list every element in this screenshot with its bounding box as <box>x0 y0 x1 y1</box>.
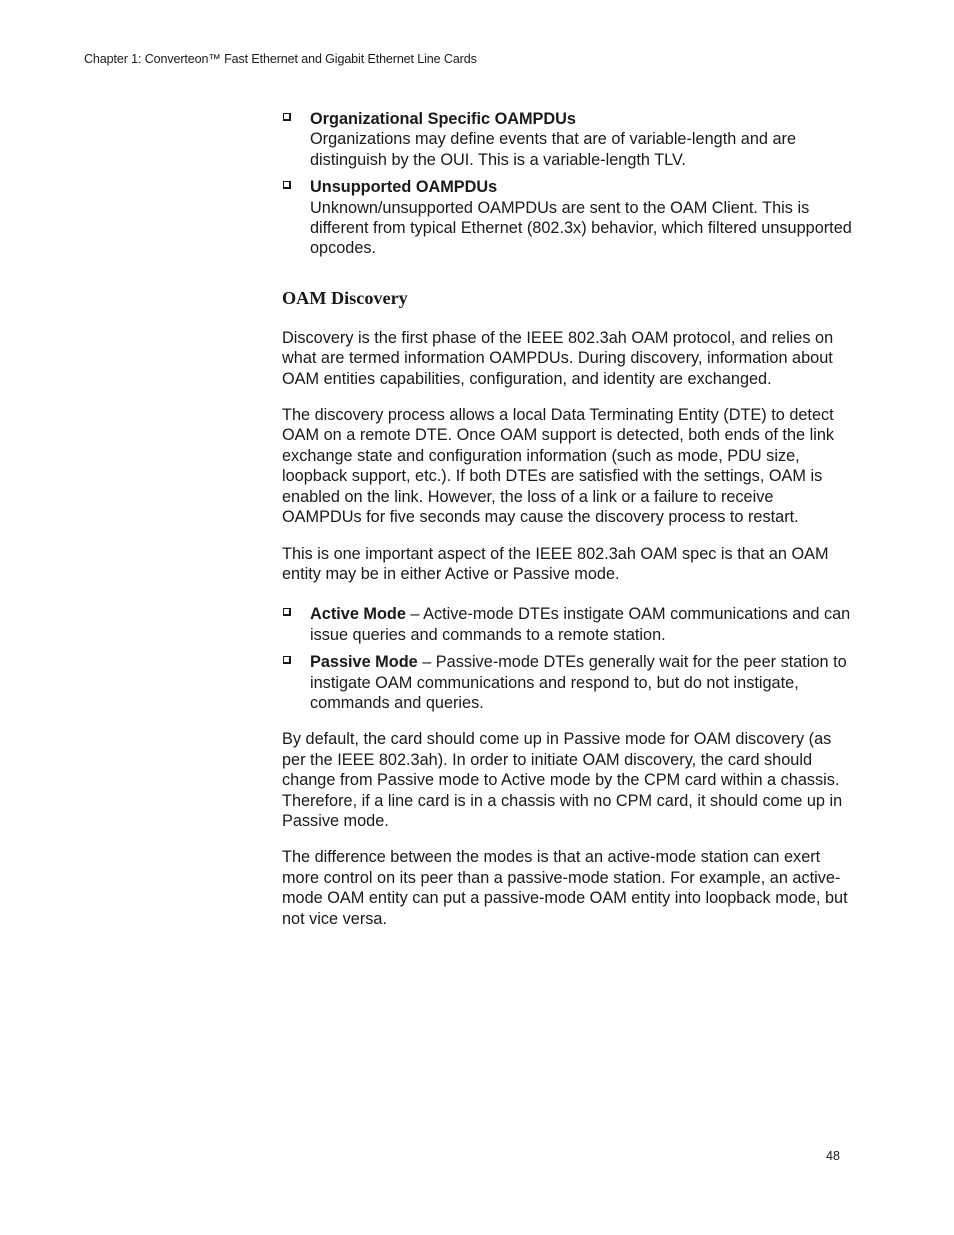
paragraph-default-mode: By default, the card should come up in Passive mode for OAM discovery (as per the IEEE 802.3ah). In order to initiate OAM discovery, the card should change from Passive mode to Active mode by the CPM card within a chassis. Therefore, if a line card is in a chassis with no CPM card, it should come up in Passive mode. <box>282 730 843 830</box>
checkbox-bullet-icon <box>283 608 291 616</box>
paragraph-discovery-process: The discovery process allows a local Data Terminating Entity (DTE) to detect OAM on a remote DTE. Once OAM support is detected, both ends of the link exchange state and configuration information (such as mode, PDU size, loopback support, etc.). If both DTEs are satisfied with the settings, OAM is enabled on the link. However, the loss of a link or a failure to receive OAMPDUs for five seconds may cause the discovery process to restart. <box>282 406 835 527</box>
mode-term: Passive Mode <box>310 653 418 672</box>
list-item-unsupported-oampdus <box>282 177 857 259</box>
checkbox-bullet-icon <box>283 656 291 664</box>
list-item-title: Unsupported OAMPDUs <box>310 178 498 197</box>
list-item-active-mode <box>282 604 857 645</box>
page-number: 48 <box>826 1149 840 1163</box>
paragraph-mode-difference: The difference between the modes is that an active-mode station can exert more control on its peer than a passive-mode station. For example, an active-mode OAM entity can put a passive-mode OAM entity into loopback mode, but not vice versa. <box>282 848 848 928</box>
paragraph-modes-intro: This is one important aspect of the IEEE 802.3ah OAM spec is that an OAM entity may be in either Active or Passive mode. <box>282 544 829 583</box>
list-item-text: Unknown/unsupported OAMPDUs are sent to the OAM Client. This is different from typical Ethernet (802.3x) behavior, which filtered unsupported opcodes. <box>310 198 852 258</box>
list-item-passive-mode <box>282 652 857 713</box>
mode-description: – Active-mode DTEs instigate OAM communications and can issue queries and commands to a remote station. <box>310 605 851 644</box>
mode-term: Active Mode <box>310 605 406 624</box>
paragraph-discovery-intro: Discovery is the first phase of the IEEE 802.3ah OAM protocol, and relies on what are termed information OAMPDUs. During discovery, information about OAM entities capabilities, configuration, and identity are exchanged. <box>282 328 834 388</box>
list-item-title: Organizational Specific OAMPDUs <box>310 110 576 128</box>
mode-description: – Passive-mode DTEs generally wait for the peer station to instigate OAM communications and respond to, but do not instigate, commands and queries. <box>310 653 847 712</box>
running-header: Chapter 1: Converteon™ Fast Ethernet and Gigabit Ethernet Line Cards <box>84 52 477 66</box>
checkbox-bullet-icon <box>283 113 291 121</box>
list-item-organizational-specific-oampdus <box>282 109 857 170</box>
section-heading: OAM Discovery <box>282 287 408 308</box>
checkbox-bullet-icon <box>283 181 291 189</box>
page-body <box>282 109 857 945</box>
list-item-text: Organizations may define events that are of variable-length and are distinguish by the OUI. This is a variable-length TLV. <box>310 130 797 169</box>
